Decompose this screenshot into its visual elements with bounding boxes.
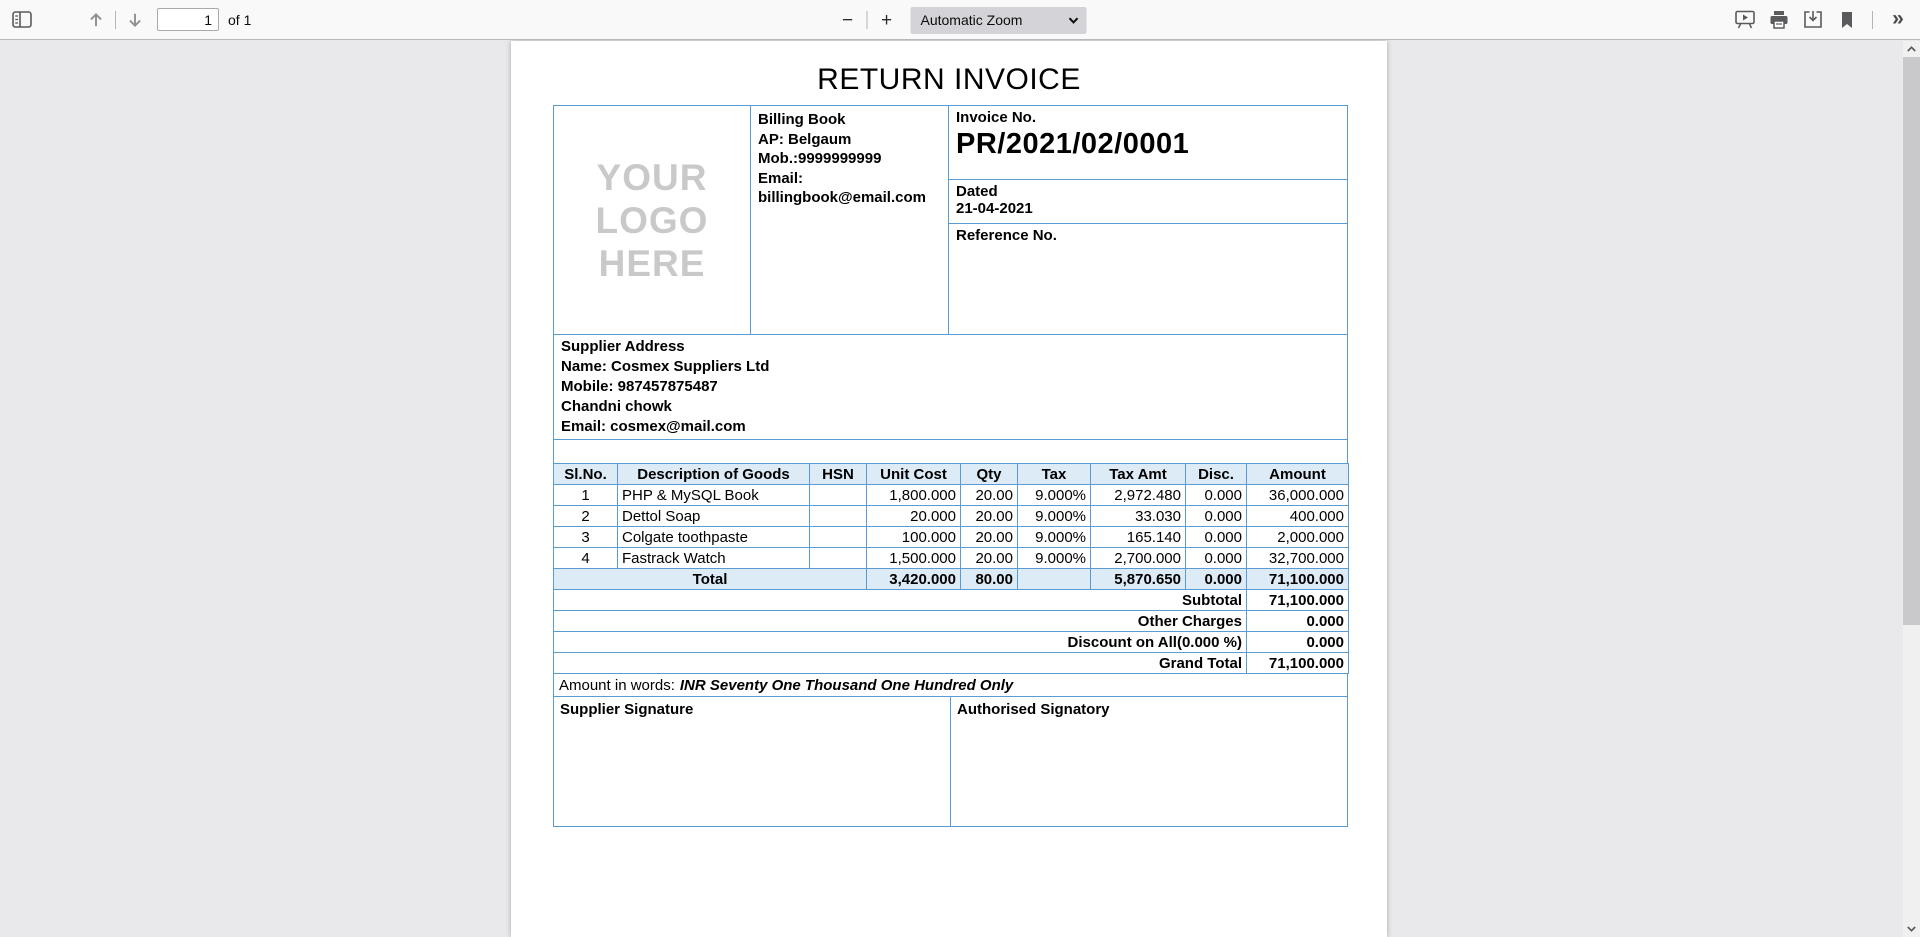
supplier-signature-cell: Supplier Signature [554,697,951,826]
authorised-signatory-cell: Authorised Signatory [957,701,1110,718]
table-cell: Fastrack Watch [618,548,810,569]
dated-cell [949,180,1347,224]
logo-line: LOGO [595,199,709,241]
invoice-header-block [553,105,1348,335]
table-row [554,548,1349,569]
table-cell: 0.000 [1247,632,1349,653]
table-cell: 2,972.480 [1091,485,1186,506]
column-header: Disc. [1186,464,1247,485]
table-cell: 1,800.000 [867,485,961,506]
supplier-name: Name: Cosmex Suppliers Ltd [561,358,770,375]
table-cell [810,527,867,548]
supplier-street: Chandni chowk [561,398,672,415]
scroll-up-button[interactable] [1903,41,1920,57]
table-cell: 1,500.000 [867,548,961,569]
table-cell: Other Charges [554,611,1247,632]
toolbar-divider [867,11,868,29]
table-cell: 0.000 [1186,527,1247,548]
table-cell: 0.000 [1186,548,1247,569]
table-cell: 2,700.000 [1091,548,1186,569]
table-cell: Discount on All(0.000 %) [554,632,1247,653]
table-cell [810,485,867,506]
table-cell: 2 [554,506,618,527]
previous-page-button[interactable] [82,6,110,34]
sidebar-toggle-icon [12,11,32,28]
arrow-up-icon [87,11,105,29]
table-cell: 20.00 [961,548,1018,569]
supplier-email: Email: cosmex@mail.com [561,418,746,435]
column-header: HSN [810,464,867,485]
print-icon [1769,10,1789,29]
table-row [554,485,1349,506]
summary-row [554,590,1349,611]
chevron-down-icon [1069,17,1079,24]
items-header-row [554,464,1349,485]
table-row [554,506,1349,527]
table-cell [810,548,867,569]
table-cell: 4 [554,548,618,569]
invoice-number-label: Invoice No. [956,109,1037,126]
total-row [554,569,1349,590]
table-cell: 9.000% [1018,506,1091,527]
scroll-down-button[interactable] [1903,921,1920,937]
table-cell: 0.000 [1247,611,1349,632]
pdf-page [511,41,1387,937]
table-cell: 20.00 [961,485,1018,506]
billing-email-label: Email: [758,169,804,187]
billing-mobile: Mob.:9999999999 [758,150,882,167]
page-count-label: of 1 [228,11,252,28]
print-button[interactable] [1765,6,1793,34]
supplier-heading: Supplier Address [561,338,685,355]
table-cell: Subtotal [554,590,1247,611]
pdf-viewer-area [0,41,1920,937]
table-cell: 71,100.000 [1247,569,1349,590]
table-cell: Grand Total [554,653,1247,674]
zoom-in-button[interactable]: + [873,6,901,34]
page-number-input[interactable] [157,8,219,31]
table-cell: 33.030 [1091,506,1186,527]
invoice-meta [949,106,1347,334]
signature-block [553,697,1348,827]
spacer-row [553,440,1348,463]
table-cell: 32,700.000 [1247,548,1349,569]
table-cell [810,506,867,527]
summary-row [554,611,1349,632]
table-cell: Colgate toothpaste [618,527,810,548]
table-cell: 71,100.000 [1247,653,1349,674]
invoice-title: RETURN INVOICE [817,63,1081,96]
amount-in-words [553,674,1348,697]
summary-row [554,653,1349,674]
table-cell: PHP & MySQL Book [618,485,810,506]
logo-line: HERE [598,242,706,284]
supplier-mobile: Mobile: 987457875487 [561,378,718,395]
pdf-viewer-toolbar [0,0,1920,40]
table-cell: 400.000 [1247,506,1349,527]
chevron-down-icon [1907,926,1916,932]
table-cell [1018,569,1091,590]
summary-row [554,632,1349,653]
arrow-down-icon [126,11,144,29]
table-cell: 3 [554,527,618,548]
table-cell: 20.000 [867,506,961,527]
logo-placeholder [554,106,751,334]
supplier-address-block [553,335,1348,440]
amount-in-words-value: INR Seventy One Thousand One Hundred Only [679,676,1014,694]
zoom-out-button[interactable]: − [834,6,862,34]
amount-in-words-label: Amount in words: [559,676,675,694]
scrollbar-thumb[interactable] [1903,57,1920,625]
table-cell: 71,100.000 [1247,590,1349,611]
tools-menu-button[interactable]: » [1884,6,1912,34]
next-page-button[interactable] [121,6,149,34]
invoice-number-cell [949,106,1347,180]
invoice-number: PR/2021/02/0001 [956,128,1190,160]
billing-name: Billing Book [758,111,846,128]
billing-email: billingbook@email.com [758,189,926,206]
table-cell: Dettol Soap [618,506,810,527]
save-icon [1803,10,1823,29]
chevron-up-icon [1907,46,1916,52]
table-cell: 20.00 [961,506,1018,527]
dated-value: 21-04-2021 [956,200,1033,217]
bookmark-icon [1840,11,1854,29]
table-cell: 36,000.000 [1247,485,1349,506]
items-body [554,485,1349,674]
table-cell: 9.000% [1018,527,1091,548]
presentation-mode-button[interactable] [1731,6,1759,34]
vertical-scrollbar[interactable] [1903,41,1920,937]
dated-label: Dated [956,183,998,200]
zoom-select[interactable] [911,7,1087,34]
table-cell: 1 [554,485,618,506]
column-header: Amount [1247,464,1349,485]
table-cell: Total [554,569,867,590]
table-cell: 2,000.000 [1247,527,1349,548]
table-cell: 3,420.000 [867,569,961,590]
table-cell: 0.000 [1186,485,1247,506]
table-cell: 165.140 [1091,527,1186,548]
items-table [553,463,1349,674]
presentation-mode-icon [1735,10,1755,29]
column-header: Tax Amt [1091,464,1186,485]
billing-info [751,106,949,334]
logo-line: YOUR [596,156,708,198]
toolbar-divider [115,11,116,29]
bookmark-button[interactable] [1833,6,1861,34]
zoom-select-value: Automatic Zoom [920,12,1023,28]
column-header: Sl.No. [554,464,618,485]
table-cell: 9.000% [1018,485,1091,506]
save-button[interactable] [1799,6,1827,34]
table-cell: 5,870.650 [1091,569,1186,590]
invoice-body [553,105,1348,827]
table-cell: 9.000% [1018,548,1091,569]
table-row [554,527,1349,548]
table-cell: 20.00 [961,527,1018,548]
column-header: Qty [961,464,1018,485]
column-header: Description of Goods [618,464,810,485]
table-cell: 80.00 [961,569,1018,590]
table-cell: 0.000 [1186,569,1247,590]
billing-address: AP: Belgaum [758,130,852,148]
column-header: Tax [1018,464,1091,485]
reference-label: Reference No. [956,227,1057,244]
sidebar-toggle-button[interactable] [8,6,36,34]
reference-cell [949,224,1347,334]
column-header: Unit Cost [867,464,961,485]
table-cell: 0.000 [1186,506,1247,527]
table-cell: 100.000 [867,527,961,548]
toolbar-divider [1872,11,1873,29]
